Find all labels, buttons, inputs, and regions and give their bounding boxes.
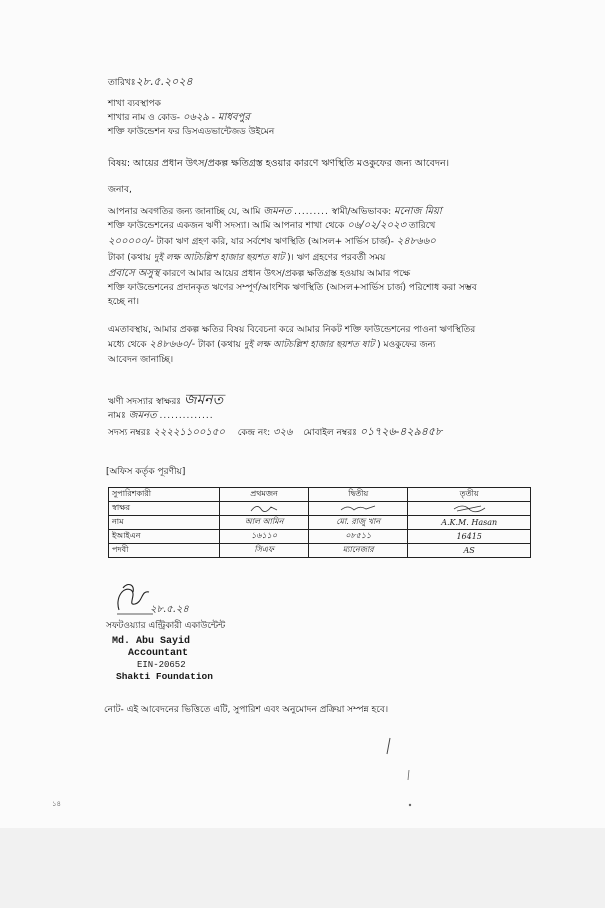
balance-amount-hw: ২৪৮৬৬০	[396, 236, 436, 247]
pen-stroke-icon	[405, 768, 413, 782]
dot-mark-icon	[406, 800, 414, 810]
table-header-row	[109, 488, 531, 502]
table-row	[109, 544, 531, 558]
signature-scribble-icon	[451, 503, 487, 513]
org-line: শক্তি ফাউন্ডেশন ফর ডিসএডভান্টেজড উইমেন	[108, 127, 275, 137]
para2-line2: মধ্যে থেকে ২৪৮৬৬০/- টাকা (কথায় দুই লক্ষ আটচল্লিশ হাজার ছয়শত ষাট ) মওকুফের জন্য	[108, 339, 436, 350]
stamp-ein: EIN-20652	[137, 660, 186, 670]
para2-line1: এমতাবস্থায়, আমার প্রকল্প ক্ষতির বিষয় বিবেচনা করে আমার নিকট শক্তি ফাউন্ডেশনের পাওনা ঋণস্থিতির	[108, 325, 476, 335]
date-value: ২৮.৫.২০২৪	[135, 75, 193, 88]
office-use-label: [অফিস কর্তৃক পূরণীয়]	[106, 467, 186, 477]
loan-amount-hw: ২০০০০০/-	[108, 236, 154, 247]
guardian-name-hw: মনোজ মিয়া	[394, 206, 442, 217]
recommendation-table	[108, 487, 531, 558]
signature-cell	[408, 502, 531, 516]
page-bottom-margin	[0, 828, 605, 908]
pen-stroke-icon	[384, 736, 394, 756]
row-label: ইআইএন	[109, 530, 220, 544]
center-no: ৩২৬	[273, 427, 293, 438]
stamp-org: Shakti Foundation	[116, 671, 213, 682]
table-cell: ০৮৫১১	[309, 530, 408, 544]
para2-line3: আবেদন জানাচ্ছি।	[108, 355, 174, 365]
signature-scribble-icon	[249, 503, 279, 513]
amount-words-hw-1: দুই লক্ষ আটচল্লিশ হাজার ছয়শত ষাট	[153, 253, 285, 263]
mobile-no: ০১৭২৬-৪২৯৪৫৮	[359, 425, 443, 438]
table-cell: AS	[408, 544, 531, 558]
signature-cell	[309, 502, 408, 516]
para1-line3: ২০০০০০/- টাকা ঋণ গ্রহণ করি, যার সর্বশেষ ঋণস্থিতি (আসল+ সার্ভিস চার্জ)- ২৪৮৬৬০	[108, 236, 436, 247]
signature-scribble-icon	[338, 503, 378, 513]
table-header: সুপারিশকারী	[109, 488, 220, 502]
para1-line4: টাকা (কথায় দুই লক্ষ আটচল্লিশ হাজার ছয়শত ষাট )। ঋণ গ্রহণের পরবর্তী সময়	[108, 253, 386, 263]
table-cell: ম্যানেজার	[309, 544, 408, 558]
table-cell: সিএফ	[220, 544, 309, 558]
member-signature: জমনত	[183, 392, 224, 408]
salutation: জনাব,	[108, 185, 132, 195]
table-row	[109, 516, 531, 530]
table-row	[109, 530, 531, 544]
table-row	[109, 502, 531, 516]
row-label: স্বাক্ষর	[109, 502, 220, 516]
table-header: প্রথমজন	[220, 488, 309, 502]
table-cell: আল আমিন	[220, 516, 309, 530]
manager-line: শাখা ব্যবস্থাপক	[108, 99, 161, 109]
corner-mark: ১৪	[52, 800, 62, 808]
reason-hw: প্রবাসে অসুস্থ	[108, 268, 160, 279]
table-header: তৃতীয়	[408, 488, 531, 502]
amount-words-hw-2: দুই লক্ষ আটচল্লিশ হাজার ছয়শত ষাট	[243, 340, 375, 350]
stamp-name: Md. Abu Sayid	[112, 636, 191, 647]
table-cell: মো. রাজু খান	[309, 516, 408, 530]
member-name-line: নামঃ জমনত ..............	[108, 410, 214, 421]
signature-cell	[220, 502, 309, 516]
para1-line7: হচ্ছে না।	[108, 297, 139, 307]
table-cell: A.K.M. Hasan	[408, 516, 531, 530]
table-header: দ্বিতীয়	[309, 488, 408, 502]
stamp-title: Accountant	[128, 648, 189, 659]
waive-amount-hw: ২৪৮৬৬০/-	[149, 339, 196, 350]
branch-line: শাখার নাম ও কোড- ০৬২৯ - মাধবপুর	[108, 112, 250, 123]
date-line: তারিখঃ২৮.৫.২০২৪	[108, 75, 193, 88]
para1-line2: শক্তি ফাউন্ডেশনের একজন ঋণী সদস্যা। আমি আপনার শাখা থেকে ০৬/০২/২০২৩ তারিখে	[108, 220, 436, 231]
accountant-sign-date: ২৮.৫.২৪	[150, 604, 189, 615]
member-numbers-line: সদস্য নম্বরঃ ২২২২১১০০১৫০ কেন্দ্র নং: ৩২৬ মোবাইল নম্বরঃ ০১৭২৬-৪২৯৪৫৮	[108, 425, 443, 438]
para1-line5: প্রবাসে অসুস্থ কারণে আমার আয়ের প্রধান উৎস/প্রকল্প ক্ষতিগ্রস্ত হওয়ায় আমার পক্ষে	[108, 268, 411, 279]
para1-line1: আপনার অবগতির জন্য জানাচ্ছি যে, আমি জমনত ......... স্বামী/অভিভাবক: মনোজ মিয়া	[108, 206, 442, 217]
member-name-hw: জমনত	[263, 206, 292, 217]
table-cell: 16415	[408, 530, 531, 544]
accountant-title: সফটওয়্যার এন্ট্রিকারী একাউন্টেন্ট	[106, 621, 226, 631]
subject-line: বিষয়: আয়ের প্রধান উৎস/প্রকল্প ক্ষতিগ্রস্ত হওয়ার কারণে ঋণস্থিতি মওকুফের জন্য আবেদন।	[108, 158, 450, 169]
row-label: নাম	[109, 516, 220, 530]
row-label: পদবী	[109, 544, 220, 558]
member-name: জমনত	[128, 410, 157, 421]
branch-name: মাধবপুর	[217, 112, 250, 123]
para1-line6: শক্তি ফাউন্ডেশনের প্রদানকৃত ঋণের সম্পূর্ণ/আংশিক ঋণস্থিতি (আসল+সার্ভিস চার্জ) পরিশোধ করা সম্ভব	[108, 283, 477, 293]
loan-date-hw: ০৬/০২/২০২৩	[347, 220, 406, 231]
member-signature-line: ঋণী সদস্যার স্বাক্ষরঃ জমনত	[108, 392, 224, 408]
member-no: ২২২২১১০০১৫০	[153, 427, 225, 438]
table-cell: ১৬১১০	[220, 530, 309, 544]
note-line: নোট- এই আবেদনের ভিত্তিতে এটি, সুপারিশ এবং অনুমোদন প্রক্রিয়া সম্পন্ন হবে।	[104, 705, 389, 715]
branch-code: ০৬২৯	[182, 112, 209, 123]
